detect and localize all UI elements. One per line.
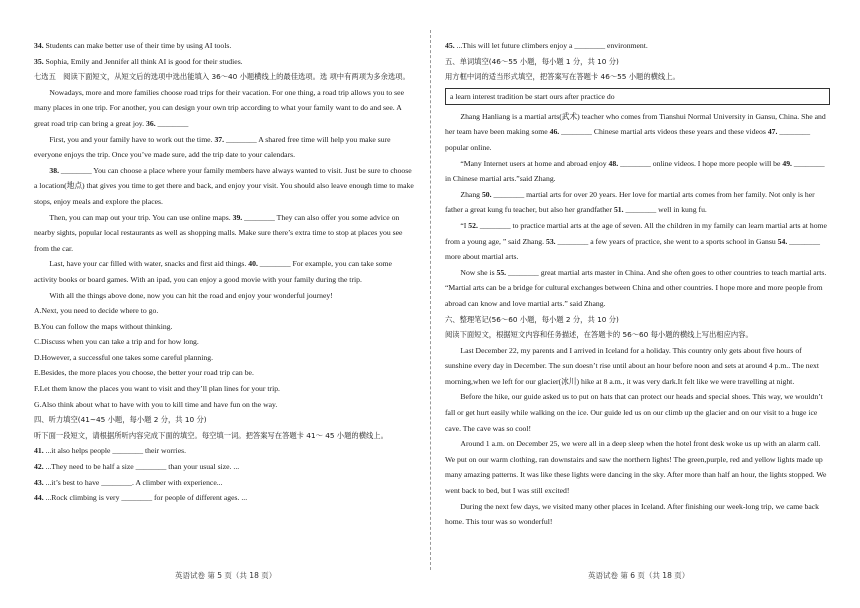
question-43 <box>34 475 416 491</box>
question-number: 45. <box>445 41 455 50</box>
option-g: G.Also think about what to have with you to kill time and have fun on the way. <box>34 399 278 409</box>
question-text: Sophia, Emily and Jennifer all think AI is good for their studies. <box>43 56 243 66</box>
section-six-title: 六、整理笔记(56～60 小题，每小题 2 分，共 10 分) <box>445 314 619 324</box>
blank-number-55: 55. <box>496 267 507 277</box>
question-35 <box>34 54 416 70</box>
question-number: 35. <box>34 56 44 66</box>
passage-paragraph <box>34 210 416 257</box>
paragraph-text: Then, you can map out your trip. You can use online maps. <box>49 212 233 222</box>
option-b: B.You can follow the maps without thinking. <box>34 321 173 331</box>
question-text: ...Rock climbing is very ________ for people of different ages. ... <box>43 493 248 503</box>
reading-paragraph: Before the hike, our guide asked us to put on hats that can protect our heads and special shoes. This way, we wouldn’t fall or get hurt easily while walking on the ice. Our guide led us on our climb up the glacier and on our visit to a huge ice cave. The cave was so cool! <box>445 392 823 433</box>
paragraph-text: “Many Internet users at home and abroad enjoy <box>460 158 609 168</box>
left-column <box>34 38 416 506</box>
question-text: Students can make better use of their time by using AI tools. <box>43 41 232 50</box>
passage-paragraph <box>34 256 416 287</box>
paragraph-text: Zhang Hanliang is a martial arts(武术) teacher who comes from Tianshui Normal University in Gansu, China. She and her team have been making some <box>445 111 826 137</box>
blank-number-49: 49. <box>782 158 792 168</box>
blank-number-51: 51. <box>613 205 624 215</box>
passage-paragraph <box>445 109 830 156</box>
paragraph-text: “I <box>460 220 469 230</box>
question-number: 34. <box>34 41 44 50</box>
question-number: 43. <box>34 477 44 487</box>
question-45 <box>445 38 830 54</box>
paragraph-text: ________ a few years of practice, she went to a sports school in Gansu <box>555 236 778 246</box>
passage-paragraph <box>445 265 830 312</box>
paragraph-text: ________ Chinese martial arts videos these years and these videos <box>559 127 768 137</box>
option-a: A.Next, you need to decide where to go. <box>34 306 159 316</box>
question-number: 44. <box>34 493 44 503</box>
passage-paragraph <box>34 85 416 132</box>
paragraph-text: Last, have your car filled with water, snacks and first aid things. <box>49 259 249 269</box>
section-six-instructions: 阅读下面短文，根据短文内容和任务描述，在答题卡的 56～60 每小题的横线上写出相应内容。 <box>445 330 753 340</box>
question-42 <box>34 459 416 475</box>
paragraph-text: ________ great martial arts master in China. And she often goes to other countries to teach martial arts. “Martial arts can be a bridge for cultural exchanges between China and other countries. I hope more and more people from abroad can know and love martial arts.” said Zhang. <box>445 267 827 308</box>
question-text: ...it also helps people ________ their worries. <box>43 446 187 456</box>
word-box: a learn interest tradition be start ours after practice do <box>445 88 830 105</box>
blank-number-48: 48. <box>608 158 619 168</box>
option-f: F.Let them know the places you want to visit and they’ll plan lines for your trip. <box>34 384 280 394</box>
option-c: C.Discuss when you can take a trip and for how long. <box>34 337 199 347</box>
blank-number-50: 50. <box>481 189 492 199</box>
section-five-instructions: 用方框中词的适当形式填空，把答案写在答题卡 46～55 小题的横线上。 <box>445 72 680 82</box>
blank-number-52: 52. <box>468 220 478 230</box>
paragraph-text: Now she is <box>460 267 497 277</box>
question-text: ...This will let future climbers enjoy a ________ environment. <box>454 41 648 50</box>
question-number: 41. <box>34 446 44 456</box>
option-d: D.However, a successful one takes some careful planning. <box>34 352 214 362</box>
section-five-title: 五、单词填空(46～55 小题，每小题 1 分，共 10 分) <box>445 56 619 66</box>
blank-number-38: 38. <box>49 165 59 175</box>
blank-number-39: 39. <box>232 212 243 222</box>
section-four-title: 四、听力填空(41~45 小题，每小题 2 分，共 10 分) <box>34 415 207 425</box>
blank-number-53: 53. <box>545 236 556 246</box>
passage-paragraph <box>445 187 830 218</box>
paragraph-text: ________ more about martial arts. <box>445 236 820 262</box>
blank-36: ________ <box>155 118 189 128</box>
paragraph-text: ________ For example, you can take some activity books or board games. With an ipad, you can enjoy a good movie with your family during the trip. <box>34 259 392 284</box>
question-44 <box>34 490 416 506</box>
section-seven-five-title: 七选五 阅读下面短文，从短文后的选项中选出能填入 36～40 小题横线上的最佳选项。选 项中有两项为多余选项。 <box>34 72 410 82</box>
paragraph-text: ________ popular online. <box>445 127 811 152</box>
reading-paragraph: Last December 22, my parents and I arrived in Iceland for a holiday. This country only gets about five hours of sunshine every day in December. The sun doesn’t rise until about an hour before noon and sets at around 4 p.m.. The next morning,when we left for our glacier(冰川) hike at 8 a.m., it was very dark.It felt like we were travelling at night. <box>445 345 820 386</box>
passage-paragraph: With all the things above done, now you can hit the road and enjoy your wonderful journey! <box>49 290 333 300</box>
section-four-instructions: 听下面一段短文，请根据所听内容完成下面的填空。每空填一词。把答案写在答题卡 41～ 45 小题的横线上。 <box>34 430 388 440</box>
question-41 <box>34 443 416 459</box>
paragraph-text: ________ to practice martial arts at the age of seven. All the children in my family can learn martial arts at home from a young age, ” said Zhang. <box>445 220 827 246</box>
column-divider <box>430 30 431 570</box>
blank-number-46: 46. <box>549 127 560 137</box>
question-text: ...it’s best to have ________. A climber with experience... <box>43 477 223 487</box>
question-34 <box>34 38 416 54</box>
paragraph-text: ________ A shared free time will help you make sure everyone enjoys the trip. Once you’ve made sure, add the trip date to your calendars. <box>34 134 391 160</box>
option-e: E.Besides, the more places you choose, the better your road trip can be. <box>34 368 254 378</box>
blank-number-47: 47. <box>767 127 778 137</box>
page-footer-left: 英语试卷 第 5 页（共 18 页） <box>175 571 277 580</box>
paragraph-text: ________ You can choose a place where your family members have always wanted to visit. Just be sure to choose a location(地点) that gives you time to get there and back, and enjoy your visit. You should also leave enough time to make stops, enjoy meals and explore the places. <box>34 165 414 206</box>
paragraph-text: ________ in Chinese martial arts.”said Zhang. <box>445 158 825 184</box>
question-number: 42. <box>34 462 44 472</box>
paragraph-text: ________ well in kung fu. <box>623 205 707 215</box>
reading-paragraph: Around 1 a.m. on December 25, we were all in a deep sleep when the hotel front desk woke us up with an alarm call. We put on our warm clothing, ran downstairs and saw the northern lights! The green,purple, red and yellow lights made up many amazing patterns. It was like these lights were dancing in the sky. After more than half an hour, the lights stopped. We went back to bed, but I was still excited! <box>445 439 827 496</box>
blank-number-37: 37. <box>214 134 225 144</box>
blank-number-40: 40. <box>248 259 258 269</box>
right-column <box>445 38 830 530</box>
paragraph-text: Zhang <box>460 189 482 199</box>
passage-paragraph <box>34 163 416 210</box>
passage-paragraph <box>445 156 830 187</box>
passage-paragraph <box>34 132 416 163</box>
paragraph-text: ________ They can also offer you some advice on nearby sights, popular local restaurants as well as shopping malls. Make sure there’s extra time to stop at places you see from the car. <box>34 212 403 253</box>
blank-number-36: 36. <box>146 118 156 128</box>
paragraph-text: Nowadays, more and more families choose road trips for their vacation. For one thing, a road trip allows you to see many places in one trip. For another, you can design your own trip according to what your family want to do and see. A great road trip can bring a great joy. <box>34 87 404 128</box>
page-footer-right: 英语试卷 第 6 页（共 18 页） <box>588 571 690 580</box>
paragraph-text: ________ martial arts for over 20 years. Her love for martial arts comes from her family. Not only is her father a great kung fu teacher, but also her grandfather <box>445 189 815 215</box>
paragraph-text: First, you and your family have to work out the time. <box>49 134 215 144</box>
paragraph-text: ________ online videos. I hope more people will be <box>618 158 783 168</box>
question-text: ...They need to be half a size ________ than your usual size. ... <box>43 462 240 472</box>
reading-paragraph: During the next few days, we visited many other places in Iceland. After finishing our week-long trip, we came back home. This tour was so wonderful! <box>445 501 820 527</box>
blank-number-54: 54. <box>777 236 788 246</box>
passage-paragraph <box>445 218 830 265</box>
